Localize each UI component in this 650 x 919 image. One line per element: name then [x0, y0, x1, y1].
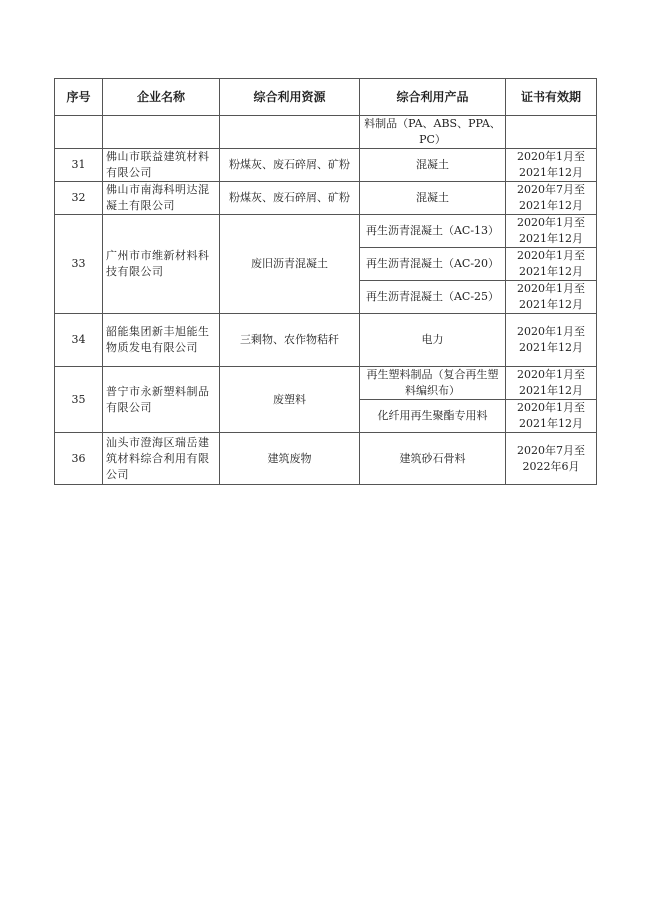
table-row-continued	[55, 116, 597, 149]
company-cell: 韶能集团新丰旭能生物质发电有限公司	[103, 314, 220, 367]
product-cell: 再生塑料制品（复合再生塑料编织布）	[360, 367, 506, 400]
company-cell: 普宁市永新塑料制品有限公司	[103, 367, 220, 433]
validity-cell: 2020年1月至2021年12月	[506, 149, 597, 182]
resource-cell: 废旧沥青混凝土	[220, 215, 360, 314]
header-row	[55, 79, 597, 116]
company-cell: 广州市市维新材料科技有限公司	[103, 215, 220, 314]
header-company: 企业名称	[103, 79, 220, 116]
validity-cell: 2020年1月至2021年12月	[506, 215, 597, 248]
header-product: 综合利用产品	[360, 79, 506, 116]
no-cell: 32	[55, 182, 103, 215]
product-cell: 料制品（PA、ABS、PPA、PC）	[360, 116, 506, 149]
validity-cell: 2020年1月至2021年12月	[506, 248, 597, 281]
company-cell: 佛山市南海科明达混凝土有限公司	[103, 182, 220, 215]
no-cell: 34	[55, 314, 103, 367]
product-cell: 化纤用再生聚酯专用料	[360, 400, 506, 433]
resource-cell: 粉煤灰、废石碎屑、矿粉	[220, 182, 360, 215]
product-cell: 电力	[360, 314, 506, 367]
resource-cell: 三剩物、农作物秸秆	[220, 314, 360, 367]
no-cell: 33	[55, 215, 103, 314]
table-row	[55, 149, 597, 182]
validity-cell: 2020年7月至2021年12月	[506, 182, 597, 215]
enterprise-table	[54, 78, 597, 485]
company-cell: 汕头市澄海区瑞岳建筑材料综合利用有限公司	[103, 433, 220, 485]
header-no: 序号	[55, 79, 103, 116]
no-cell: 31	[55, 149, 103, 182]
validity-cell: 2020年1月至2021年12月	[506, 367, 597, 400]
resource-cell: 废塑料	[220, 367, 360, 433]
no-cell: 36	[55, 433, 103, 485]
resource-cell: 建筑废物	[220, 433, 360, 485]
product-cell: 混凝土	[360, 149, 506, 182]
product-cell: 再生沥青混凝土（AC-13）	[360, 215, 506, 248]
product-cell: 再生沥青混凝土（AC-25）	[360, 281, 506, 314]
product-cell: 再生沥青混凝土（AC-20）	[360, 248, 506, 281]
header-resource: 综合利用资源	[220, 79, 360, 116]
table-row	[55, 433, 597, 485]
table-row	[55, 314, 597, 367]
validity-cell: 2020年1月至2021年12月	[506, 314, 597, 367]
no-cell: 35	[55, 367, 103, 433]
validity-cell: 2020年1月至2021年12月	[506, 281, 597, 314]
resource-cell: 粉煤灰、废石碎屑、矿粉	[220, 149, 360, 182]
table-row	[55, 215, 597, 248]
product-cell: 混凝土	[360, 182, 506, 215]
product-cell: 建筑砂石骨料	[360, 433, 506, 485]
validity-cell: 2020年1月至2021年12月	[506, 400, 597, 433]
company-cell: 佛山市联益建筑材料有限公司	[103, 149, 220, 182]
validity-cell: 2020年7月至2022年6月	[506, 433, 597, 485]
header-validity: 证书有效期	[506, 79, 597, 116]
table-row	[55, 182, 597, 215]
table-row	[55, 367, 597, 400]
